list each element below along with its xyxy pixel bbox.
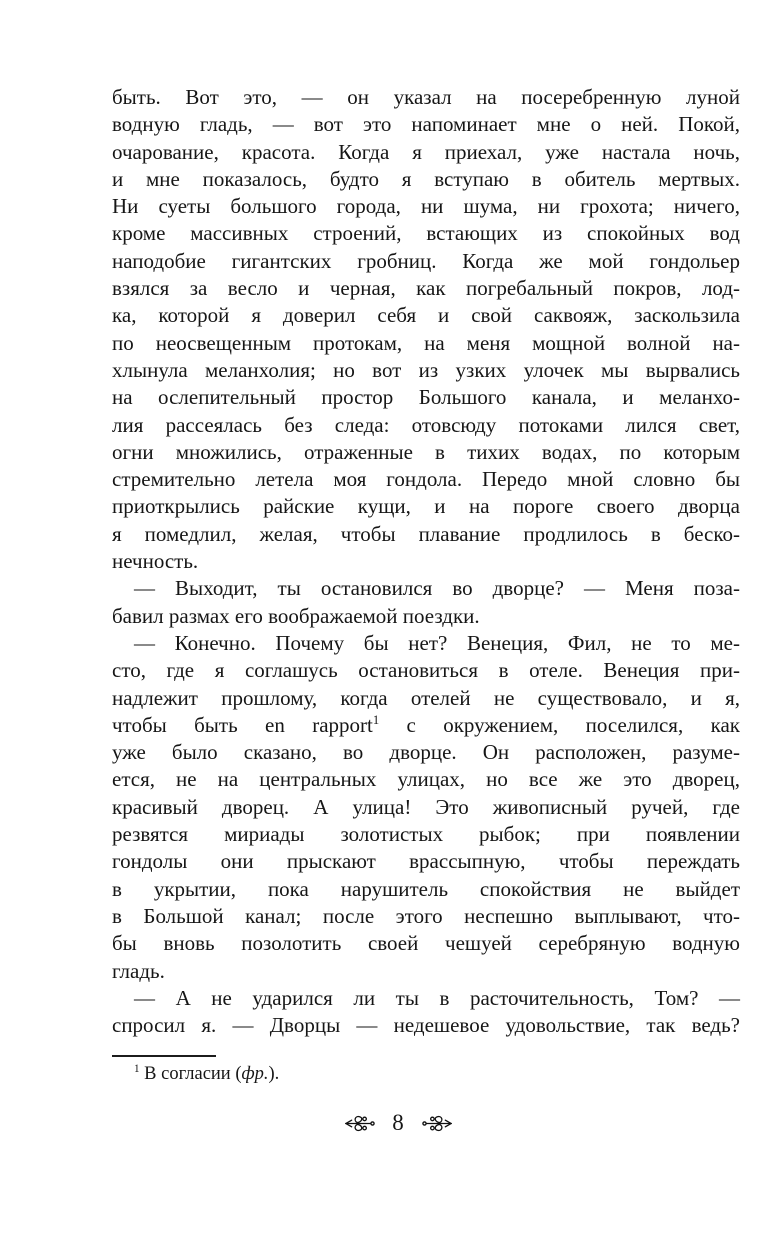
text-line: наподобие гигантских гробниц. Когда же мой гондольер	[112, 248, 740, 273]
footnote	[112, 1064, 740, 1085]
text-line: хлынула меланхолия; но вот из узких улочек мы вырвались	[112, 357, 740, 382]
text-line: очарование, красота. Когда я приехал, уже настала ночь,	[112, 139, 740, 164]
text-line: сто, где я соглашусь остановиться в отеле. Венеция при-	[112, 658, 740, 683]
text-line: в Большой канал; после этого неспешно выплывают, что-	[112, 903, 740, 928]
text-line: водную гладь, — вот это напоминает мне о ней. Покой,	[112, 112, 740, 137]
footnote-marker: 1	[134, 1062, 140, 1075]
text-line: Ни суеты большого города, ни шума, ни грохота; ничего,	[112, 194, 740, 219]
text-line: приоткрылись райские кущи, и на пороге своего дворца	[112, 494, 740, 519]
text-line: взялся за весло и черная, как погребальный покров, лод-	[112, 276, 740, 301]
text-line: красивый дворец. А улица! Это живописный ручей, где	[112, 794, 740, 819]
footnote-italic: фр.	[241, 1064, 269, 1084]
text-line: гондолы они прыскают врассыпную, чтобы переждать	[112, 849, 740, 874]
text-line: спросил я. — Дворцы — недешевое удовольствие, так ведь?	[112, 1013, 740, 1038]
text-line: кроме массивных строений, встающих из спокойных вод	[112, 221, 740, 246]
text-line: стремительно летела моя гондола. Передо мной словно бы	[112, 467, 740, 492]
text-line: чтобы быть en rapport$^1$ с окружением, поселился, как	[112, 712, 740, 737]
footnote-text-end: ).	[268, 1064, 280, 1084]
text-line: ка, которой я доверил себя и свой саквояж, заскользила	[112, 303, 740, 328]
fleuron-left-icon	[345, 1108, 375, 1138]
text-line: на ослепительный простор Большого канала, и меланхо-	[112, 385, 740, 410]
text-line: — А не ударился ли ты в расточительность, Том? —	[134, 985, 740, 1010]
text-line: уже было сказано, во дворце. Он расположен, разуме-	[112, 740, 740, 765]
text-line: быть. Вот это, — он указал на посеребренную луной	[112, 85, 740, 109]
footnote-reference: 1	[372, 712, 380, 727]
text-line: в укрытии, пока нарушитель спокойствия не выйдет	[112, 876, 740, 901]
text-line: нечность.	[112, 549, 199, 574]
text-line: — Выходит, ты остановился во дворце? — Меня поза-	[134, 576, 740, 601]
text-line: огни множились, отраженные в тихих водах, по которым	[112, 439, 740, 464]
page-footer	[28, 1108, 768, 1138]
text-line: гладь.	[112, 958, 165, 983]
text-line: и мне показалось, будто я вступаю в обитель мертвых.	[112, 166, 740, 191]
body-text	[112, 84, 740, 1039]
page-number: 8	[392, 1110, 404, 1135]
footnote-text: В согласии (	[139, 1064, 242, 1084]
text-line: бы вновь позолотить своей чешуей серебряную водную	[112, 931, 740, 956]
text-line: надлежит прошлому, когда отелей не существовало, и я,	[112, 685, 740, 710]
text-line: бавил размах его воображаемой поездки.	[112, 603, 480, 628]
text-line: ется, не на центральных улицах, но все же это дворец,	[112, 767, 740, 792]
fleuron-right-icon	[422, 1108, 452, 1138]
text-line: — Конечно. Почему бы нет? Венеция, Фил, не то ме-	[134, 630, 740, 655]
text-line: по неосвещенным протокам, на меня мощной волной на-	[112, 330, 740, 355]
text-line: я помедлил, желая, чтобы плавание продлилось в беско-	[112, 521, 740, 546]
text-line: резвятся мириады золотистых рыбок; при появлении	[112, 822, 740, 847]
text-line: лия рассеялась без следа: отовсюду потоками лился свет,	[112, 412, 740, 437]
footnote-divider	[112, 1055, 216, 1057]
